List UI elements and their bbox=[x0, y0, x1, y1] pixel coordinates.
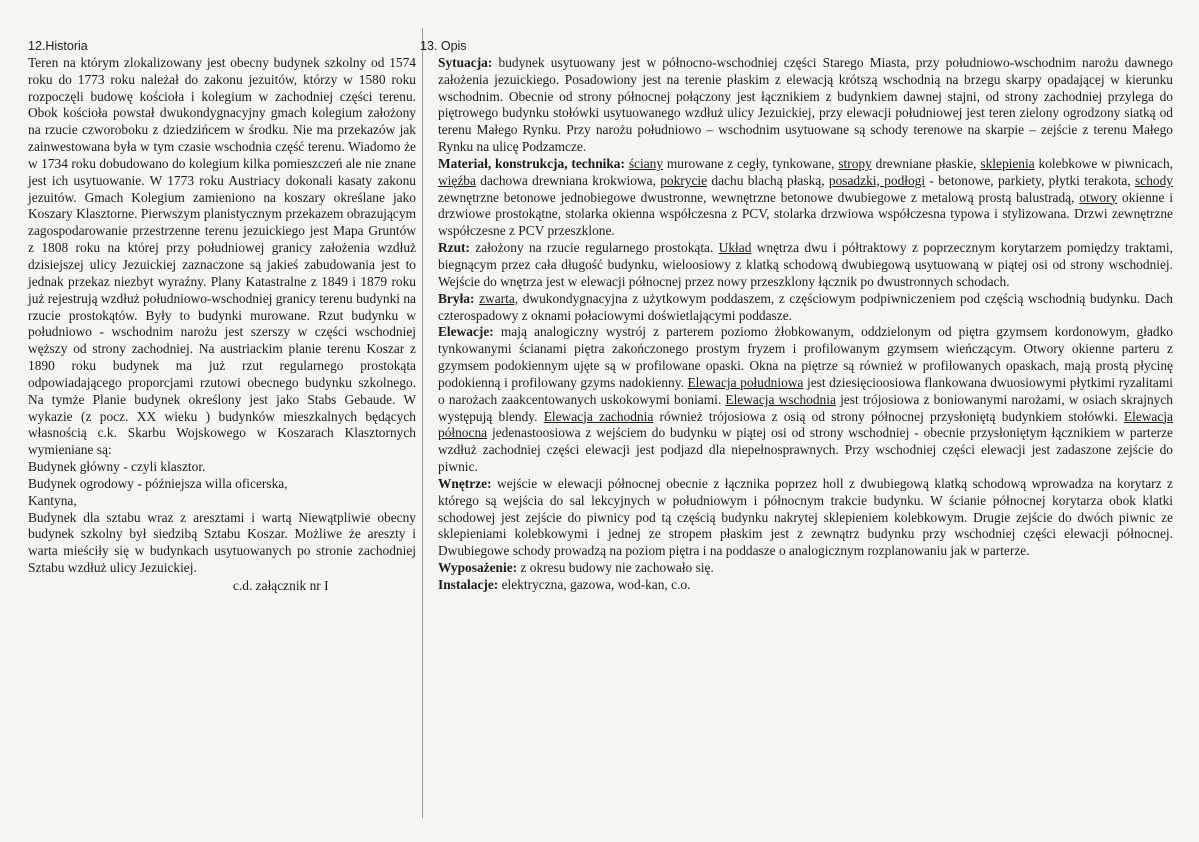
section-label: Materiał, konstrukcja, technika: bbox=[438, 155, 625, 171]
underlined-term: schody bbox=[1135, 172, 1173, 188]
list-item: Kantyna, bbox=[28, 492, 77, 508]
underlined-term: Elewacja zachodnia bbox=[543, 408, 654, 424]
section-label: Instalacje: bbox=[438, 577, 499, 592]
list-item: Budynek główny - czyli klasztor. bbox=[28, 459, 206, 475]
section-text: jedenastoosiowa z wejściem do budynku w piątej osi od strony wschodniej - obecnie przysłoniętym łącznikiem w parterze wzdłuż zachodniej części elewacji jest podjazd dla niepełnosprawnych. Przy wschodniej części elewacji jest zadaszone zejście do piwnic. bbox=[438, 425, 1173, 475]
section-text: - betonowe, parkiety, płytki terakota, bbox=[925, 172, 1136, 188]
section-elewacje bbox=[438, 324, 1173, 476]
underlined-term: Układ bbox=[718, 240, 752, 256]
underlined-term: więźba bbox=[438, 172, 476, 188]
section-rzut bbox=[438, 240, 1173, 291]
section-text: jest dziesięcioosiowa flankowana dwuosiowymi płytkimi ryzalitami o narożach zaakcentowanych uskokowymi boniami. bbox=[438, 374, 1174, 407]
section-text: elektryczna, gazowa, wod-kan, c.o. bbox=[498, 577, 691, 592]
section-label: Elewacje: bbox=[438, 324, 494, 340]
section-label: Wyposażenie: bbox=[438, 560, 518, 576]
history-paragraph: Teren na którym zlokalizowany jest obecny budynek szkolny od 1574 roku do 1773 roku należał do zakonu jezuitów, którzy w 1580 roku rozpoczęli budowę kościoła i kolegium w zachodniej części terenu. Obok kościoła powstał dwukondygnacyjny gmach kolegium założony na rzucie czworoboku z dziedzińcem w środku. Nie ma przekazów jak zainwestowana była w tym czasie wschodnia część terenu. Wiadomo że w 1734 roku dobudowano do kolegium kilka pomieszczeń ale nie znane jest ich usytuowanie. W 1773 roku Austriacy dokonali kasaty zakonu jezuitów. Gmach Kolegium zamieniono na koszary określane jako Koszary Klasztorne. Pierwszym planistycznym przekazem obrazującym zagospodarowanie przestrzenne terenu jezuickiego jest Mapa Gruntów z 1808 roku na której przy południowej granicy założenia wzdłuż dzisiejszej ulicy Jezuickiej zaznaczone są jakieś zabudowania jest to jednak przekaz niezbyt wyraźny. Plany Katastralne z 1849 i 1879 roku już rejestrują wzdłuż południowo-wschodniej granicy terenu budynki na rzucie prostokątów. Były to budynki murowane. Rzut budynku w południowo - wschodnim narożu jest szerszy w części wschodniej węższy od strony zachodniej. Na austriackim planie terenu Koszar z 1890 roku budynek ma już rzut regularnego prostokąta odpowiadającego proporcjami rzutowi obecnego budynku szkolnego. Na tymże Planie budynek określony jest jako Stabs Gebaude. W wykazie (z pocz. XX wieku ) budynków mieszkalnych będących własnością c.k. Skarbu Wojskowego w Koszarach Klasztornych wymieniane są: bbox=[28, 54, 416, 458]
history-heading: 12.Historia bbox=[28, 39, 88, 53]
section-text: założony na rzucie regularnego prostokąta. bbox=[469, 240, 719, 256]
description-column bbox=[420, 38, 1174, 594]
underlined-term: sklepienia bbox=[980, 155, 1035, 171]
section-text: okienne i drzwiowe prostokątne, stolarka okienna współczesna z PCV, stolarka drzwiowa współczesna typowa i stylizowana. Drzwi zewnętrzne współczesne z PCV przeszklone. bbox=[438, 189, 1173, 239]
underlined-term: otwory bbox=[1079, 189, 1118, 205]
section-label: Bryła: bbox=[438, 290, 475, 306]
description-heading: 13. Opis bbox=[420, 39, 467, 53]
underlined-term: Elewacja północna bbox=[438, 408, 1173, 441]
underlined-term: zwarta, bbox=[479, 290, 519, 306]
underlined-term: posadzki, podłogi bbox=[828, 172, 926, 188]
underlined-term: Elewacja wschodnia bbox=[725, 391, 836, 407]
section-text: mają analogiczny wystrój z parterem poziomo żłobkowanym, oddzielonym od piętra gzymsem kordonowym, gładko tynkowanymi ścianami piętra zakończonego prostym fryzem i profilowanym gzymsem wieńczącym. Otwory okienne parteru z gzymsem podokiennym ujęte są w profilowane opaski. Okna na piętrze są również w profilowanych opaskach, mają prostą płycinę podokienną i profilowany gzyms nadokienny. bbox=[438, 324, 1173, 390]
section-sytuacja bbox=[438, 55, 1173, 156]
history-column bbox=[28, 38, 416, 595]
section-text: murowane z cegły, tynkowane, bbox=[663, 155, 839, 171]
section-text: wnętrza dwu i półtraktowy z poprzecznym korytarzem pomiędzy traktami, biegnącym przez cała długość budynku, wieloosiowy z klatką schodową dwubiegową usytuowaną w piątej osi od strony wschodniej. Wejście do wnętrza jest w elewacji północnej przez nowy przeszklony łącznik po dwustronnych schodach. bbox=[438, 240, 1173, 289]
underlined-term: Elewacja południowa bbox=[687, 374, 804, 390]
underlined-term: pokrycie bbox=[660, 172, 708, 188]
section-instalacje bbox=[438, 577, 1173, 594]
section-text: dachowa drewniana krokwiowa, bbox=[475, 172, 661, 188]
list-item: Budynek ogrodowy - późniejsza willa oficerska, bbox=[28, 475, 288, 491]
section-text: zewnętrzne betonowe jednobiegowe dwustronne, wewnętrzne betonowe dwubiegowe z metalową prostą balustradą, bbox=[438, 189, 1080, 205]
history-paragraph-2: Budynek dla sztabu wraz z aresztami i wartą Niewątpliwie obecny budynek szkolny był siedzibą Sztabu Koszar. Możliwe że areszty i warta mieściły się w budynkach usytuowanych po stronie zachodniej Sztabu wzdłuż ulicy Jezuickiej. bbox=[28, 509, 416, 576]
section-text: kolebkowe w piwnicach, bbox=[1034, 155, 1174, 171]
column-divider bbox=[422, 28, 423, 818]
attachment-note: c.d. załącznik nr I bbox=[233, 578, 329, 593]
section-text: z okresu budowy nie zachowało się. bbox=[517, 560, 714, 576]
section-text: wejście w elewacji północnej obecnie z łącznika poprzez holl z dwubiegową klatką schodową wprowadza na korytarz z którego są wejścia do sal lekcyjnych w południowym i północnym trakcie budynku. W ścianie północnej korytarza obok klatki schodowej jest zejście do piwnicy pod tą częścią budynku nakrytej sklepieniem kolebkowym. Drugie zejście do dwóch piwnic ze sklepieniami kolebkowymi i jednej ze stropem płaskim jest z zewnątrz budynku przy wschodniej części elewacji północnej. Dwubiegowe schody prowadzą na poziom piętra i na poddasze o analogicznym rozplanowaniu jak w parterze. bbox=[438, 475, 1173, 559]
section-text: drewniane płaskie, bbox=[871, 155, 981, 171]
section-text: dwukondygnacyjna z użytkowym poddaszem, z częściowym podpiwniczeniem pod częścią wschodnią budynku. Dach czterospadowy z oknami połaciowymi doświetlającymi poddasze. bbox=[438, 290, 1173, 323]
section-text: również trójosiowa z osią od strony północnej przysłoniętą budynkiem stołówki. bbox=[653, 408, 1124, 424]
section-text: dachu blachą płaską, bbox=[707, 172, 829, 188]
section-text: budynek usytuowany jest w północno-wschodniej części Starego Miasta, przy południowo-wschodnim narożu dawnego założenia jezuickiego. Posadowiony jest na terenie płaskim z elewacją krótszą wschodnią na brzegu skarpy opadającej w kierunku wschodnim. Obecnie od strony północnej połączony jest łącznikiem z budynkiem dawnej stajni, od strony zachodniej przylega do piętrowego budynku stołówki usytuowanego wzdłuż ulicy Jezuickiej, przy elewacji południowej jest teren zielony ogrodzony siatką od terenu Małego Rynku. Przy narożu południowo – wschodnim usytuowane są schody terenowe na skarpie – zejście z terenu Małego Rynku na ulicę Podzamcze. bbox=[438, 54, 1173, 155]
section-wyposazenie bbox=[438, 560, 1173, 577]
section-label: Wnętrze: bbox=[438, 475, 492, 491]
section-label: Rzut: bbox=[438, 240, 470, 256]
underlined-term: ściany bbox=[628, 155, 664, 171]
underlined-term: stropy bbox=[838, 155, 872, 171]
section-text: jest trójosiowa z boniowanymi narożami, w osiach skrajnych występują blendy. bbox=[438, 391, 1173, 424]
section-material bbox=[438, 156, 1173, 240]
section-bryla bbox=[438, 291, 1173, 325]
section-label: Sytuacja: bbox=[438, 54, 493, 70]
section-wnetrze bbox=[438, 476, 1173, 560]
